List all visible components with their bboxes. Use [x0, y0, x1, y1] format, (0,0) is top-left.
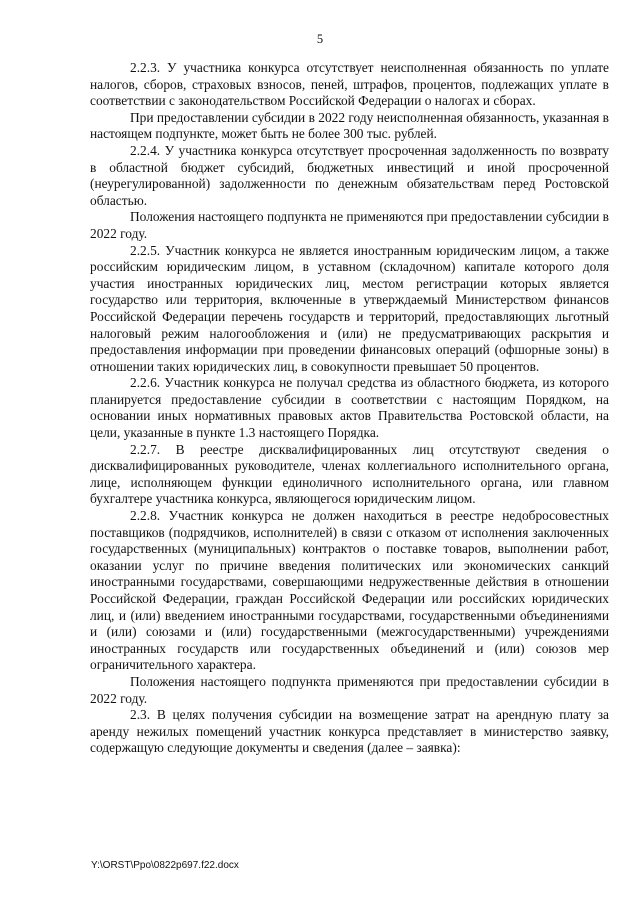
paragraph-2-2-8-note: Положения настоящего подпункта применяются при предоставлении субсидии в 2022 году.	[90, 673, 609, 706]
paragraph-2-2-3: 2.2.3. У участника конкурса отсутствует неисполненная обязанность по уплате налогов, сборов, страховых взносов, пеней, штрафов, процентов, подлежащих уплате в соответствии с законодательством Российской Федерации о налогах и сборах.	[90, 60, 609, 109]
paragraph-2-2-3-note: При предоставлении субсидии в 2022 году неисполненная обязанность, указанная в настоящем подпункте, может быть не более 300 тыс. рублей.	[90, 109, 609, 142]
paragraph-2-2-5: 2.2.5. Участник конкурса не является иностранным юридическим лицом, а также российским юридическим лицом, в уставном (складочном) капитале которого доля участия иностранных юридических лиц, местом регистрации которых является государство или территория, включенные в утверждаемый Министерством финансов Российской Федерации перечень государств и территорий, предоставляющих льготный налоговый режим налогообложения и (или) не предусматривающих раскрытия и предоставления информации при проведении финансовых операций (офшорные зоны) в отношении таких юридических лиц, в совокупности превышает 50 процентов.	[90, 242, 609, 374]
paragraph-2-2-7: 2.2.7. В реестре дисквалифицированных лиц отсутствуют сведения о дисквалифицированных руководителе, членах коллегиального исполнительного органа, лице, исполняющем функции единоличного исполнительного органа, или главном бухгалтере участника конкурса, являющегося юридическим лицом.	[90, 441, 609, 507]
paragraph-2-3: 2.3. В целях получения субсидии на возмещение затрат на арендную плату за аренду нежилых помещений участник конкурса представляет в министерство заявку, содержащую следующие документы и сведения (далее – заявка):	[90, 707, 609, 756]
paragraph-2-2-8: 2.2.8. Участник конкурса не должен находиться в реестре недобросовестных поставщиков (подрядчиков, исполнителей) в связи с отказом от исполнения заключенных государственных (муниципальных) контрактов о поставке товаров, выполнении работ, оказании услуг по причине введения политических или экономических санкций иностранными государствами, совершающими недружественные действия в отношении Российской Федерации, граждан Российской Федерации или российских юридических лиц, и (или) введением иностранными государствами, государственными объединениями и (или) союзами и (или) государственными (межгосударственными) учреждениями иностранных государств или государственных объединений и (или) союзов мер ограничительного характера.	[90, 508, 609, 673]
footer-file-path: Y:\ORST\Ppo\0822p697.f22.docx	[91, 860, 239, 871]
paragraph-2-2-4-note: Положения настоящего подпункта не применяются при предоставлении субсидии в 2022 году.	[90, 209, 609, 241]
document-body	[90, 60, 609, 757]
page-number: 5	[316, 32, 324, 46]
paragraph-2-2-6: 2.2.6. Участник конкурса не получал средства из областного бюджета, из которого планируется предоставление субсидии в соответствии с настоящим Порядком, на основании иных нормативных правовых актов Правительства Ростовской области, на цели, указанные в пункте 1.3 настоящего Порядка.	[90, 375, 609, 441]
paragraph-2-2-4: 2.2.4. У участника конкурса отсутствует просроченная задолженность по возврату в областной бюджет субсидий, бюджетных инвестиций и иной просроченной (неурегулированной) задолженности по денежным обязательствам перед Ростовской областью.	[90, 142, 609, 208]
